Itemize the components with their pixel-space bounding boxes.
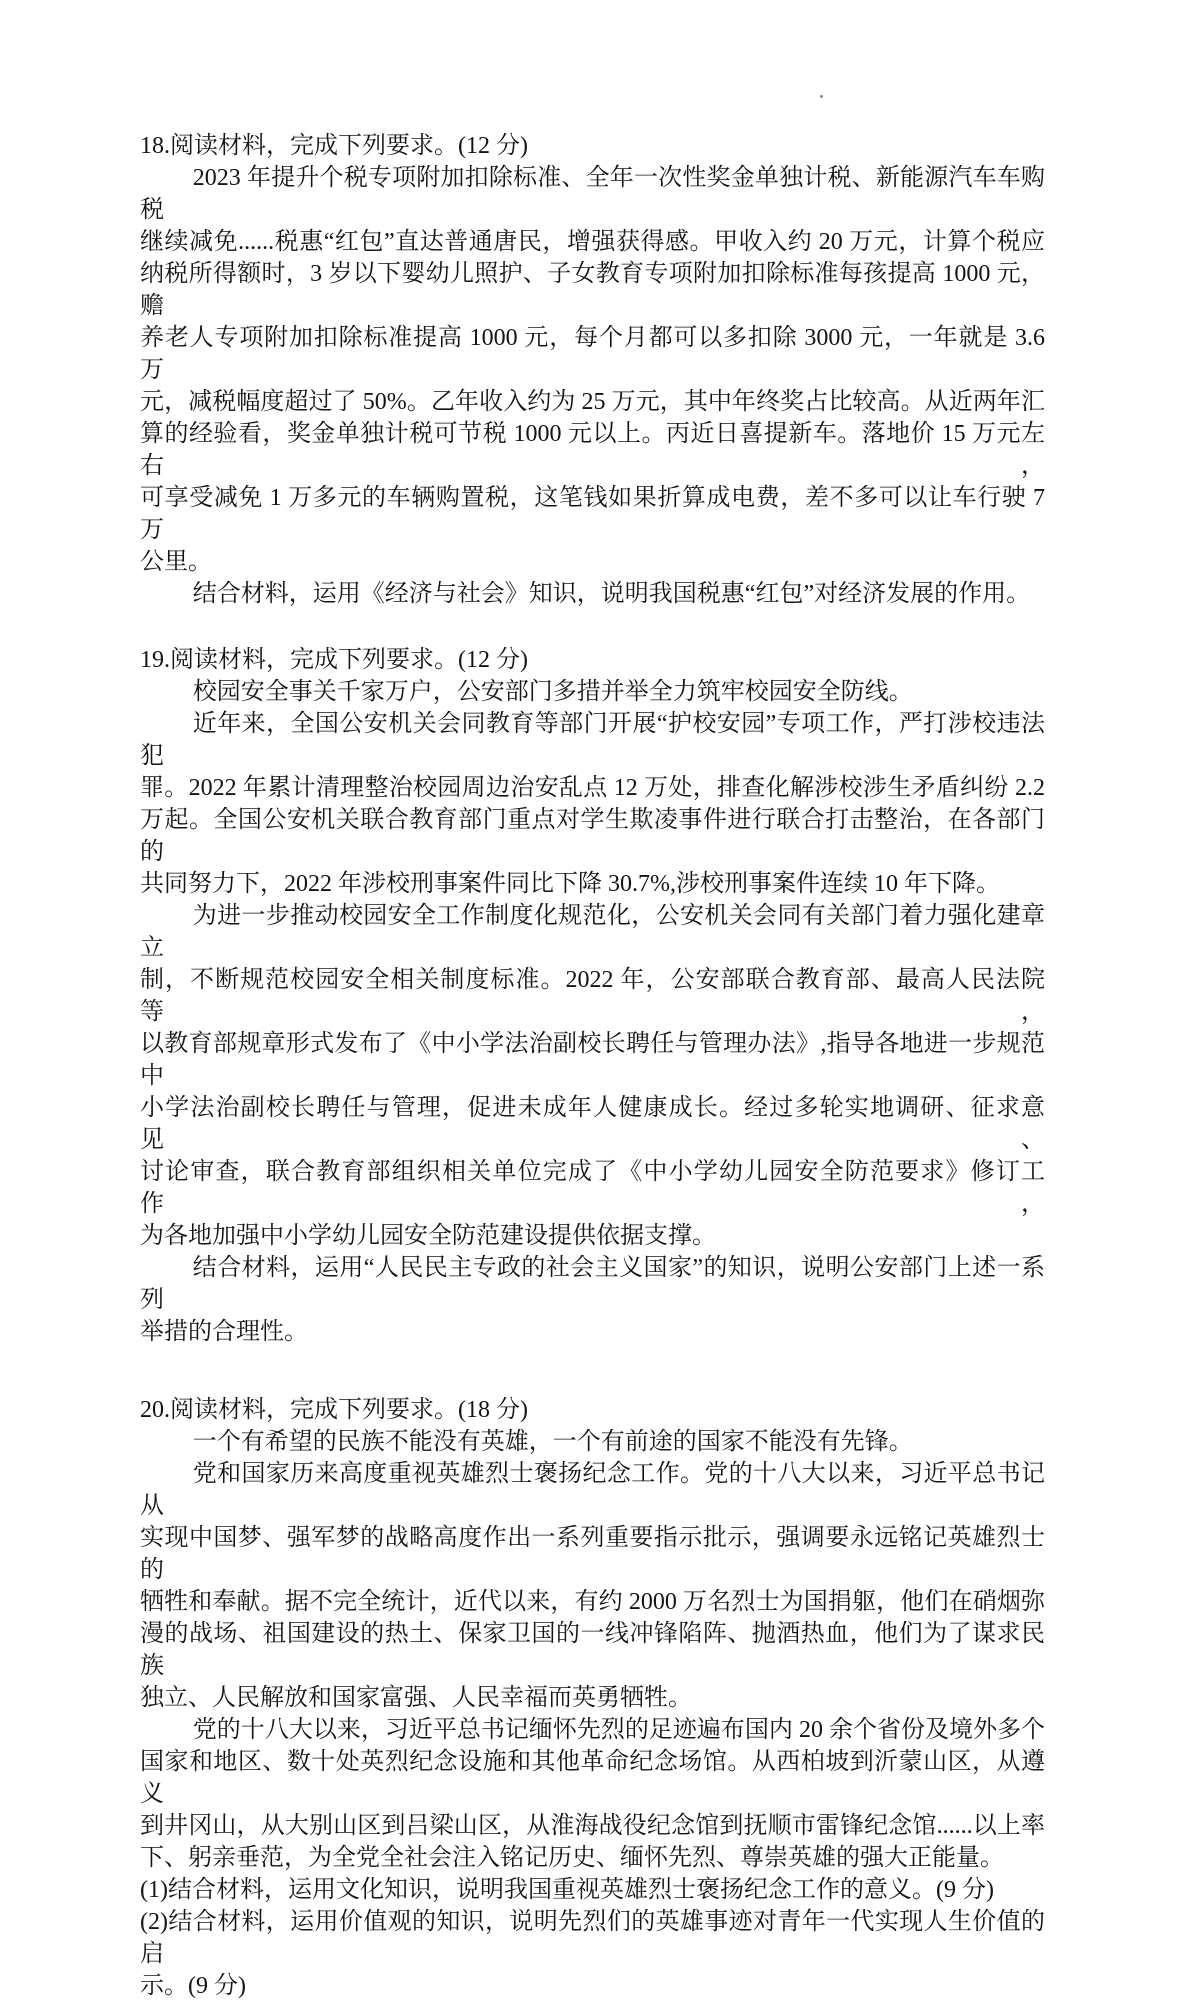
- text-line: 党的十八大以来，习近平总书记缅怀先烈的足迹遍布国内 20 余个省份及境外多个: [192, 1717, 1045, 1743]
- text-line: 算的经验看，奖金单独计税可节税 1000 元以上。丙近日喜提新车。落地价 15 万元左右，: [140, 421, 1045, 479]
- text-line: 以教育部规章形式发布了《中小学法治副校长聘任与管理办法》,指导各地进一步规范中: [140, 1031, 1045, 1089]
- text-line: 下、躬亲垂范，为全党全社会注入铭记历史、缅怀先烈、尊崇英雄的强大正能量。: [140, 1845, 1004, 1871]
- text-line: 独立、人民解放和国家富强、人民幸福而英勇牺牲。: [140, 1685, 692, 1711]
- text-line: 万起。全国公安机关联合教育部门重点对学生欺凌事件进行联合打击整治，在各部门的: [140, 807, 1045, 865]
- text-line: 养老人专项附加扣除标准提高 1000 元，每个月都可以多扣除 3000 元，一年就是 3.6 万: [140, 325, 1045, 383]
- question-20-header: 20.阅读材料，完成下列要求。(18 分): [140, 1397, 528, 1423]
- question-19-task: 结合材料，运用“人民民主专政的社会主义国家”的知识，说明公安部门上述一系列: [140, 1255, 1045, 1313]
- text-line: 为各地加强中小学幼儿园安全防范建设提供依据支撑。: [140, 1223, 716, 1249]
- text-line: 国家和地区、数十处英烈纪念设施和其他革命纪念场馆。从西柏坡到沂蒙山区，从遵义: [140, 1749, 1045, 1807]
- text-line: 漫的战场、祖国建设的热土、保家卫国的一线冲锋陷阵、抛酒热血，他们为了谋求民族: [140, 1621, 1045, 1679]
- question-18-task: 结合材料，运用《经济与社会》知识，说明我国税惠“红包”对经济发展的作用。: [192, 581, 1031, 607]
- text-line: 继续减免......税惠“红包”直达普通唐民，增强获得感。甲收入约 20 万元，计算个税应: [140, 229, 1045, 255]
- text-line: 为进一步推动校园安全工作制度化规范化，公安机关会同有关部门着力强化建章立: [140, 903, 1045, 961]
- question-19-task: 举措的合理性。: [140, 1319, 308, 1345]
- text-line: 公里。: [140, 549, 212, 575]
- question-20-sub1: (1)结合材料，运用文化知识，说明我国重视英雄烈士褒扬纪念工作的意义。(9 分): [140, 1877, 994, 1903]
- question-18-header: 18.阅读材料，完成下列要求。(12 分): [140, 133, 528, 159]
- question-18: [140, 130, 1045, 610]
- exam-page-text: [140, 130, 1045, 2002]
- question-19: [140, 644, 1045, 1348]
- question-20-sub2: (2)结合材料，运用价值观的知识，说明先烈们的英雄事迹对青年一代实现人生价值的启: [140, 1909, 1045, 1967]
- text-line: 小学法治副校长聘任与管理，促进未成年人健康成长。经过多轮实地调研、征求意见、: [140, 1095, 1045, 1153]
- text-line: 党和国家历来高度重视英雄烈士褒扬纪念工作。党的十八大以来，习近平总书记从: [140, 1461, 1045, 1519]
- text-line: 到井冈山，从大别山区到吕梁山区，从淮海战役纪念馆到抚顺市雷锋纪念馆......以上率: [140, 1813, 1045, 1839]
- question-19-header: 19.阅读材料，完成下列要求。(12 分): [140, 647, 528, 673]
- text-line: 校园安全事关千家万户，公安部门多措并举全力筑牢校园安全防线。: [192, 679, 913, 705]
- text-line: 罪。2022 年累计清理整治校园周边治安乱点 12 万处，排查化解涉校涉生矛盾纠纷 2.2: [140, 775, 1045, 801]
- text-line: 实现中国梦、强军梦的战略高度作出一系列重要指示批示，强调要永远铭记英雄烈士的: [140, 1525, 1045, 1583]
- text-line: 制，不断规范校园安全相关制度标准。2022 年，公安部联合教育部、最高人民法院等，: [140, 967, 1045, 1025]
- text-line: 纳税所得额时，3 岁以下婴幼儿照护、子女教育专项附加扣除标准每孩提高 1000 元，赡: [140, 261, 1045, 319]
- question-20: [140, 1394, 1045, 2002]
- text-line: 可享受减免 1 万多元的车辆购置税，这笔钱如果折算成电费，差不多可以让车行驶 7 万: [140, 485, 1045, 543]
- text-line: 牺牲和奉献。据不完全统计，近代以来，有约 2000 万名烈士为国捐躯，他们在硝烟弥: [140, 1589, 1045, 1615]
- text-line: 一个有希望的民族不能没有英雄，一个有前途的国家不能没有先锋。: [192, 1429, 913, 1455]
- scan-artifact-dot: [820, 95, 823, 98]
- text-line: 共同努力下，2022 年涉校刑事案件同比下降 30.7%,涉校刑事案件连续 10 年下降。: [140, 871, 1000, 897]
- text-line: 元，减税幅度超过了 50%。乙年收入约为 25 万元，其中年终奖占比较高。从近两年汇: [140, 389, 1045, 415]
- text-line: 讨论审查，联合教育部组织相关单位完成了《中小学幼儿园安全防范要求》修订工作，: [140, 1159, 1045, 1217]
- text-line: 近年来，全国公安机关会同教育等部门开展“护校安园”专项工作，严打涉校违法犯: [140, 711, 1045, 769]
- text-line: 2023 年提升个税专项附加扣除标准、全年一次性奖金单独计税、新能源汽车车购税: [140, 165, 1045, 223]
- question-20-sub2: 示。(9 分): [140, 1973, 246, 1999]
